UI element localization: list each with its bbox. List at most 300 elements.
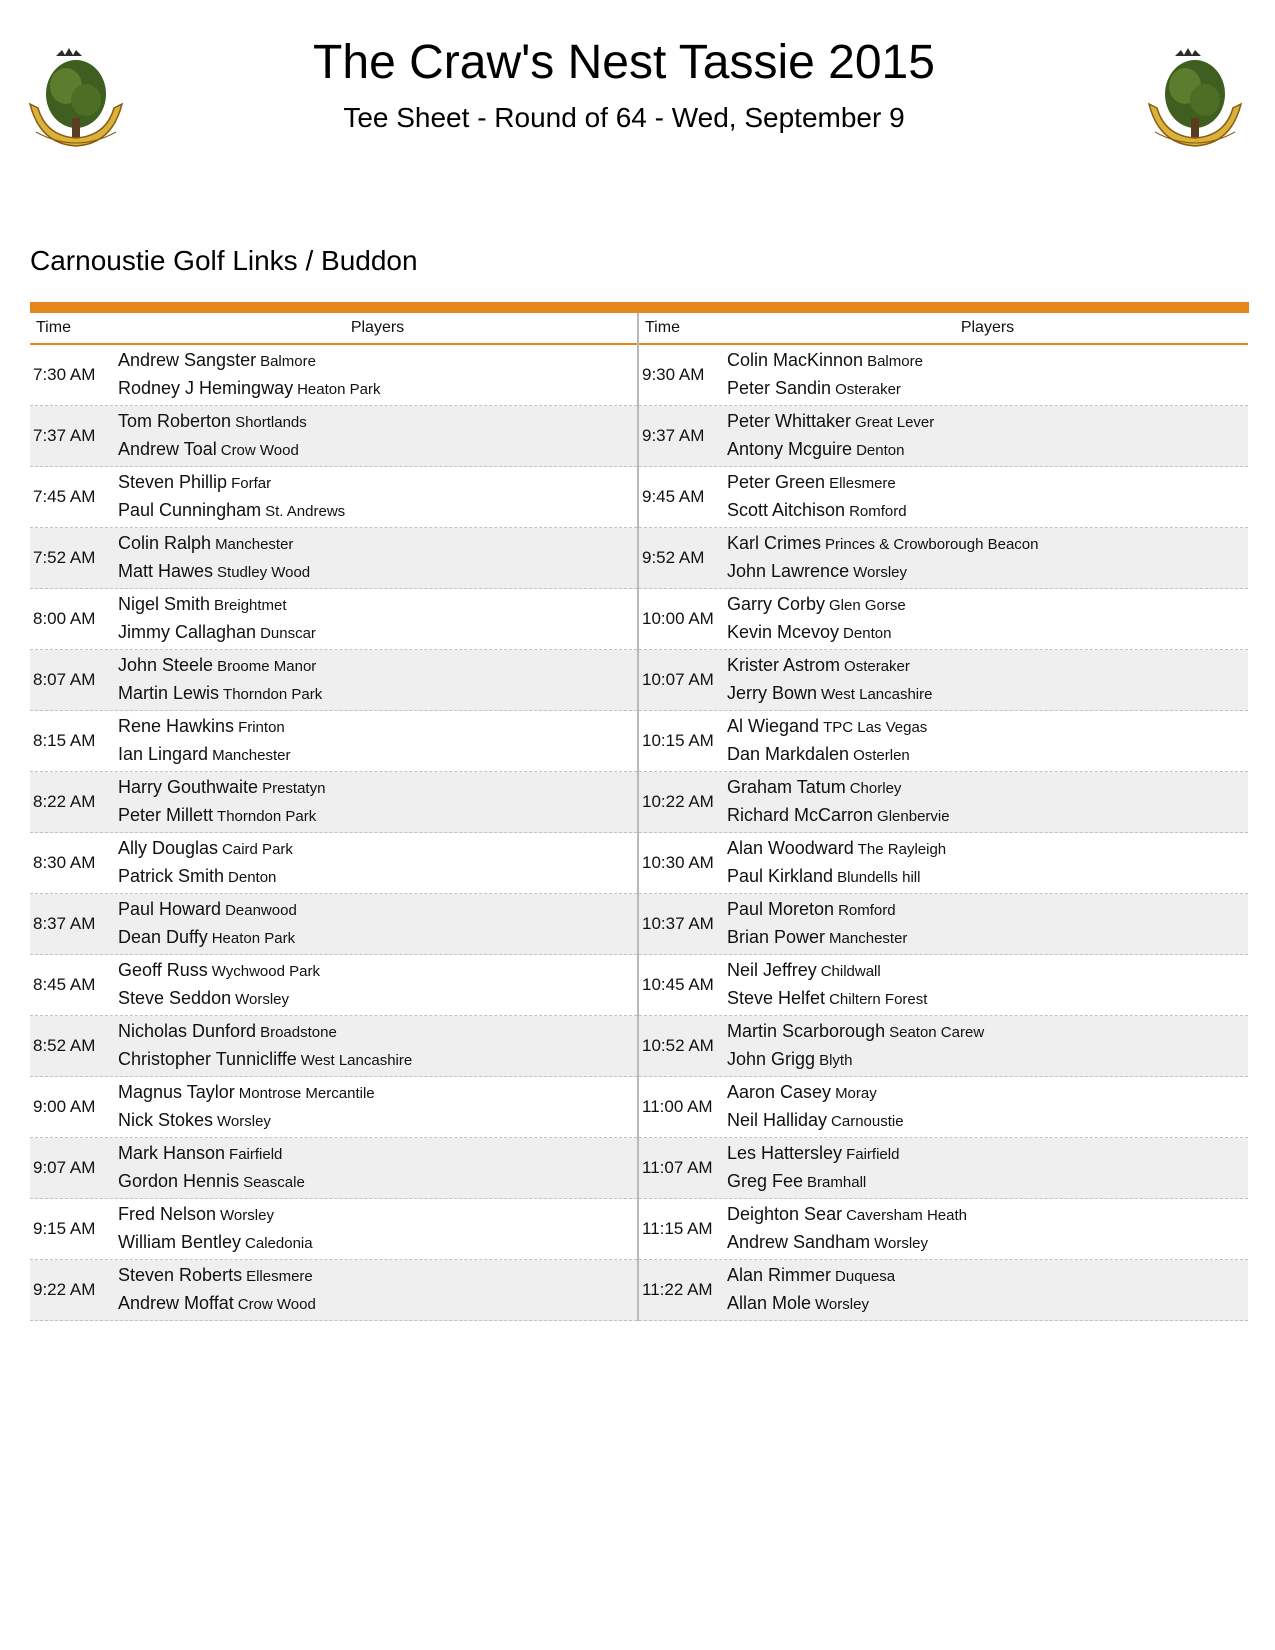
player-name: Krister Astrom — [727, 655, 841, 675]
player-club: Balmore — [260, 353, 316, 370]
player-club: Broome Manor — [217, 658, 317, 675]
player-entry — [118, 1018, 637, 1046]
player-name: Paul Howard — [118, 899, 222, 919]
player-name: Les Hattersley — [727, 1143, 843, 1163]
player-club: Crow Wood — [237, 1296, 316, 1313]
player-name: Garry Corby — [727, 594, 826, 614]
player-group — [118, 896, 637, 952]
player-club: Denton — [843, 625, 892, 642]
player-club: Osteraker — [844, 658, 910, 675]
player-name: Nick Stokes — [118, 1110, 214, 1130]
player-entry — [727, 835, 1248, 863]
player-club: Osterlen — [853, 747, 910, 764]
player-entry — [727, 957, 1248, 985]
player-club: Worsley — [815, 1296, 869, 1313]
tee-time-row — [639, 955, 1248, 1016]
club-logo-left — [22, 40, 130, 158]
tee-time: 8:22 AM — [33, 792, 96, 811]
player-name: Deighton Sear — [727, 1204, 843, 1224]
tee-time-row — [639, 650, 1248, 711]
player-entry — [727, 1046, 1248, 1074]
player-entry — [118, 863, 637, 891]
tee-time: 7:52 AM — [33, 548, 96, 567]
tee-time: 9:30 AM — [642, 365, 705, 384]
column-header — [30, 313, 637, 345]
player-entry — [727, 985, 1248, 1013]
player-name: Kevin Mcevoy — [727, 622, 840, 642]
course-heading: Carnoustie Golf Links / Buddon — [30, 245, 418, 276]
tee-time: 10:45 AM — [642, 975, 714, 994]
player-entry — [118, 408, 637, 436]
player-club: Moray — [835, 1085, 877, 1102]
player-entry — [118, 802, 637, 830]
player-entry — [118, 835, 637, 863]
player-club: Worsley — [217, 1113, 271, 1130]
player-club: TPC Las Vegas — [823, 719, 928, 736]
club-logo-right — [1141, 40, 1249, 158]
player-entry — [727, 375, 1248, 403]
player-group — [727, 1262, 1248, 1318]
player-entry — [118, 558, 637, 586]
player-name: Ally Douglas — [118, 838, 219, 858]
tee-time: 8:45 AM — [33, 975, 96, 994]
player-entry — [727, 1018, 1248, 1046]
player-club: The Rayleigh — [857, 841, 947, 858]
tee-time: 9:52 AM — [642, 548, 705, 567]
player-group — [118, 530, 637, 586]
player-name: Steve Helfet — [727, 988, 826, 1008]
tee-time: 9:37 AM — [642, 426, 705, 445]
player-group — [727, 591, 1248, 647]
player-entry — [118, 1229, 637, 1257]
player-entry — [727, 1168, 1248, 1196]
player-entry — [727, 558, 1248, 586]
player-group — [118, 1018, 637, 1074]
tee-time: 7:45 AM — [33, 487, 96, 506]
player-club: Caird Park — [222, 841, 293, 858]
player-club: Chorley — [849, 780, 902, 797]
player-entry — [118, 1168, 637, 1196]
player-group — [118, 1140, 637, 1196]
tee-time: 11:00 AM — [642, 1097, 713, 1116]
tee-time-row — [30, 467, 637, 528]
player-club: Worsley — [235, 991, 289, 1008]
tee-time: 11:22 AM — [642, 1280, 713, 1299]
player-club: Thorndon Park — [217, 808, 317, 825]
tee-time-row — [639, 1199, 1248, 1260]
player-entry — [727, 863, 1248, 891]
player-entry — [118, 497, 637, 525]
player-name: Dean Duffy — [118, 927, 208, 947]
player-group — [118, 713, 637, 769]
player-name: Fred Nelson — [118, 1204, 217, 1224]
player-club: Caledonia — [245, 1235, 313, 1252]
tee-time-row — [639, 1260, 1248, 1321]
player-group — [118, 957, 637, 1013]
tee-time: 10:00 AM — [642, 609, 714, 628]
tee-time-row — [30, 1199, 637, 1260]
player-club: Breightmet — [214, 597, 287, 614]
tee-time: 10:22 AM — [642, 792, 714, 811]
player-club: Princes & Crowborough Beacon — [825, 536, 1039, 553]
player-club: Duquesa — [835, 1268, 896, 1285]
player-group — [727, 896, 1248, 952]
player-entry — [118, 375, 637, 403]
player-group — [727, 652, 1248, 708]
player-name: Neil Jeffrey — [727, 960, 817, 980]
player-group — [118, 652, 637, 708]
tee-time: 9:00 AM — [33, 1097, 96, 1116]
tee-time: 7:30 AM — [33, 365, 96, 384]
player-name: Peter Millett — [118, 805, 214, 825]
player-name: Al Wiegand — [727, 716, 820, 736]
player-club: Studley Wood — [217, 564, 311, 581]
player-club: Glenbervie — [877, 808, 950, 825]
player-name: Martin Lewis — [118, 683, 220, 703]
player-name: Rene Hawkins — [118, 716, 235, 736]
player-name: Alan Woodward — [727, 838, 854, 858]
player-club: Deanwood — [225, 902, 297, 919]
tee-time: 10:52 AM — [642, 1036, 714, 1055]
player-club: Blyth — [819, 1052, 853, 1069]
player-name: Steven Phillip — [118, 472, 228, 492]
player-club: Seascale — [243, 1174, 305, 1191]
player-entry — [118, 957, 637, 985]
player-name: Nigel Smith — [118, 594, 211, 614]
tee-time: 8:37 AM — [33, 914, 96, 933]
players-header: Players — [960, 319, 1015, 336]
player-name: Paul Moreton — [727, 899, 835, 919]
player-club: Crow Wood — [220, 442, 299, 459]
tee-time-row — [639, 1138, 1248, 1199]
player-entry — [118, 1107, 637, 1135]
player-club: Chiltern Forest — [829, 991, 928, 1008]
accent-bar — [30, 302, 1249, 313]
tee-time-row — [30, 772, 637, 833]
player-club: Blundells hill — [837, 869, 921, 886]
player-name: Patrick Smith — [118, 866, 225, 886]
tee-time-row — [30, 955, 637, 1016]
player-entry — [118, 1079, 637, 1107]
player-club: Ellesmere — [829, 475, 896, 492]
player-entry — [118, 896, 637, 924]
player-name: Peter Whittaker — [727, 411, 852, 431]
player-entry — [727, 408, 1248, 436]
tee-time-row — [30, 650, 637, 711]
player-club: Frinton — [238, 719, 285, 736]
tee-time-row — [639, 406, 1248, 467]
player-name: Martin Scarborough — [727, 1021, 886, 1041]
player-club: Carnoustie — [831, 1113, 904, 1130]
player-name: Brian Power — [727, 927, 826, 947]
player-club: Worsley — [874, 1235, 928, 1252]
players-header: Players — [350, 319, 405, 336]
player-entry — [118, 436, 637, 464]
player-entry — [727, 713, 1248, 741]
player-club: West Lancashire — [821, 686, 933, 703]
tee-time: 10:37 AM — [642, 914, 714, 933]
player-entry — [727, 924, 1248, 952]
player-club: Great Lever — [855, 414, 935, 431]
tee-time-row — [639, 528, 1248, 589]
tee-time-row — [639, 711, 1248, 772]
player-name: Steve Seddon — [118, 988, 232, 1008]
tee-time: 8:30 AM — [33, 853, 96, 872]
player-name: Karl Crimes — [727, 533, 822, 553]
player-group — [118, 591, 637, 647]
tee-time-row — [639, 589, 1248, 650]
tee-time-row — [30, 1138, 637, 1199]
player-entry — [727, 1140, 1248, 1168]
player-name: Andrew Sangster — [118, 350, 257, 370]
tee-time-row — [30, 345, 637, 406]
player-entry — [727, 680, 1248, 708]
player-name: John Steele — [118, 655, 214, 675]
tee-rows-left — [30, 345, 637, 1321]
player-club: Forfar — [231, 475, 272, 492]
player-name: Steven Roberts — [118, 1265, 243, 1285]
player-group — [118, 408, 637, 464]
player-club: Montrose Mercantile — [238, 1085, 375, 1102]
player-entry — [118, 619, 637, 647]
tee-time: 10:15 AM — [642, 731, 714, 750]
tee-time: 8:15 AM — [33, 731, 96, 750]
player-entry — [727, 1201, 1248, 1229]
player-club: Caversham Heath — [846, 1207, 967, 1224]
player-club: Balmore — [867, 353, 923, 370]
player-club: Prestatyn — [262, 780, 326, 797]
player-group — [727, 774, 1248, 830]
player-entry — [727, 497, 1248, 525]
player-club: Denton — [228, 869, 277, 886]
player-club: Heaton Park — [211, 930, 296, 947]
player-entry — [727, 652, 1248, 680]
player-entry — [118, 530, 637, 558]
player-entry — [118, 1046, 637, 1074]
player-club: Osteraker — [835, 381, 901, 398]
tee-time: 8:07 AM — [33, 670, 96, 689]
player-name: Harry Gouthwaite — [118, 777, 259, 797]
tee-time-row — [30, 894, 637, 955]
player-club: Romford — [838, 902, 896, 919]
player-group — [118, 1079, 637, 1135]
player-name: Jimmy Callaghan — [118, 622, 257, 642]
player-name: William Bentley — [118, 1232, 242, 1252]
tee-time-row — [639, 772, 1248, 833]
player-name: Peter Sandin — [727, 378, 832, 398]
tee-time: 9:07 AM — [33, 1158, 96, 1177]
player-club: Wychwood Park — [211, 963, 320, 980]
tee-time-row — [30, 833, 637, 894]
tee-time-row — [639, 467, 1248, 528]
player-club: West Lancashire — [300, 1052, 413, 1069]
player-entry — [727, 1107, 1248, 1135]
player-name: Paul Kirkland — [727, 866, 834, 886]
player-entry — [727, 1079, 1248, 1107]
player-club: Manchester — [215, 536, 294, 553]
player-name: Geoff Russ — [118, 960, 208, 980]
player-club: Fairfield — [846, 1146, 900, 1163]
player-club: St. Andrews — [265, 503, 346, 520]
tree-crest-icon — [22, 40, 130, 158]
player-name: John Grigg — [727, 1049, 816, 1069]
player-name: Antony Mcguire — [727, 439, 853, 459]
player-group — [727, 408, 1248, 464]
player-group — [727, 1079, 1248, 1135]
player-entry — [118, 1262, 637, 1290]
player-name: Paul Cunningham — [118, 500, 262, 520]
tee-time: 9:45 AM — [642, 487, 705, 506]
player-group — [727, 1018, 1248, 1074]
player-entry — [118, 591, 637, 619]
document-header — [150, 34, 1098, 136]
player-entry — [727, 347, 1248, 375]
player-group — [727, 1201, 1248, 1257]
player-group — [118, 1201, 637, 1257]
player-entry — [727, 774, 1248, 802]
player-entry — [118, 1201, 637, 1229]
player-entry — [118, 1290, 637, 1318]
player-club: Manchester — [212, 747, 291, 764]
player-group — [118, 1262, 637, 1318]
player-entry — [118, 652, 637, 680]
tee-time: 10:30 AM — [642, 853, 714, 872]
player-name: Magnus Taylor — [118, 1082, 235, 1102]
player-name: Allan Mole — [727, 1293, 812, 1313]
player-name: Colin MacKinnon — [727, 350, 864, 370]
tee-column-right — [639, 313, 1248, 1321]
tee-time: 8:00 AM — [33, 609, 96, 628]
tee-time-row — [639, 345, 1248, 406]
player-name: Neil Halliday — [727, 1110, 828, 1130]
tee-time: 9:15 AM — [33, 1219, 96, 1238]
player-club: Heaton Park — [297, 381, 381, 398]
player-entry — [727, 1290, 1248, 1318]
player-name: Tom Roberton — [118, 411, 232, 431]
player-group — [727, 1140, 1248, 1196]
document-title: The Craw's Nest Tassie 2015 — [313, 36, 935, 89]
player-entry — [727, 436, 1248, 464]
player-club: Worsley — [853, 564, 907, 581]
player-name: Graham Tatum — [727, 777, 846, 797]
player-name: Andrew Toal — [118, 439, 217, 459]
player-entry — [727, 896, 1248, 924]
player-name: Jerry Bown — [727, 683, 818, 703]
player-group — [727, 835, 1248, 891]
player-name: Gordon Hennis — [118, 1171, 240, 1191]
player-club: Shortlands — [235, 414, 307, 431]
player-name: Richard McCarron — [727, 805, 874, 825]
time-header: Time — [645, 319, 680, 336]
tee-time-row — [30, 1016, 637, 1077]
player-group — [118, 469, 637, 525]
player-name: Matt Hawes — [118, 561, 214, 581]
player-entry — [727, 1262, 1248, 1290]
player-club: Worsley — [220, 1207, 274, 1224]
tee-time-row — [30, 711, 637, 772]
tee-rows-right — [639, 345, 1248, 1321]
player-group — [118, 347, 637, 403]
player-entry — [727, 469, 1248, 497]
player-club: Thorndon Park — [223, 686, 323, 703]
player-entry — [727, 1229, 1248, 1257]
player-group — [727, 530, 1248, 586]
tee-time: 10:07 AM — [642, 670, 714, 689]
player-entry — [118, 924, 637, 952]
player-club: Manchester — [829, 930, 908, 947]
tee-time-row — [30, 1260, 637, 1321]
player-club: Seaton Carew — [889, 1024, 985, 1041]
player-group — [727, 347, 1248, 403]
player-name: Dan Markdalen — [727, 744, 850, 764]
player-name: Andrew Moffat — [118, 1293, 234, 1313]
player-entry — [727, 802, 1248, 830]
tee-time-row — [639, 1016, 1248, 1077]
tee-column-left — [30, 313, 639, 1321]
player-entry — [727, 591, 1248, 619]
player-entry — [118, 347, 637, 375]
player-entry — [118, 469, 637, 497]
player-club: Glen Gorse — [829, 597, 906, 614]
time-header: Time — [36, 319, 71, 336]
tee-time: 8:52 AM — [33, 1036, 96, 1055]
player-group — [727, 957, 1248, 1013]
tee-time-row — [30, 406, 637, 467]
player-entry — [118, 1140, 637, 1168]
tee-time-row — [639, 894, 1248, 955]
player-name: Colin Ralph — [118, 533, 212, 553]
player-group — [118, 835, 637, 891]
player-group — [727, 469, 1248, 525]
player-club: Romford — [849, 503, 907, 520]
player-name: Ian Lingard — [118, 744, 209, 764]
tee-time: 11:07 AM — [642, 1158, 713, 1177]
player-club: Broadstone — [260, 1024, 337, 1041]
player-club: Dunscar — [260, 625, 316, 642]
player-name: John Lawrence — [727, 561, 850, 581]
player-name: Rodney J Hemingway — [118, 378, 294, 398]
column-header — [639, 313, 1248, 345]
tee-time-row — [639, 1077, 1248, 1138]
tee-sheet-table — [30, 302, 1249, 1321]
player-entry — [727, 619, 1248, 647]
player-name: Greg Fee — [727, 1171, 804, 1191]
player-entry — [118, 741, 637, 769]
tee-time: 11:15 AM — [642, 1219, 713, 1238]
player-club: Denton — [856, 442, 905, 459]
player-name: Andrew Sandham — [727, 1232, 871, 1252]
player-entry — [118, 713, 637, 741]
player-name: Nicholas Dunford — [118, 1021, 257, 1041]
player-name: Alan Rimmer — [727, 1265, 832, 1285]
player-entry — [727, 530, 1248, 558]
tee-time-row — [30, 528, 637, 589]
tee-time: 7:37 AM — [33, 426, 96, 445]
player-entry — [118, 680, 637, 708]
tee-time-row — [30, 1077, 637, 1138]
tee-time-row — [30, 589, 637, 650]
player-club: Childwall — [820, 963, 881, 980]
player-name: Mark Hanson — [118, 1143, 226, 1163]
player-name: Aaron Casey — [727, 1082, 832, 1102]
tree-crest-icon — [1141, 40, 1249, 158]
player-club: Fairfield — [229, 1146, 283, 1163]
player-name: Peter Green — [727, 472, 826, 492]
player-entry — [118, 985, 637, 1013]
tee-time-row — [639, 833, 1248, 894]
player-group — [727, 713, 1248, 769]
player-club: Ellesmere — [246, 1268, 313, 1285]
